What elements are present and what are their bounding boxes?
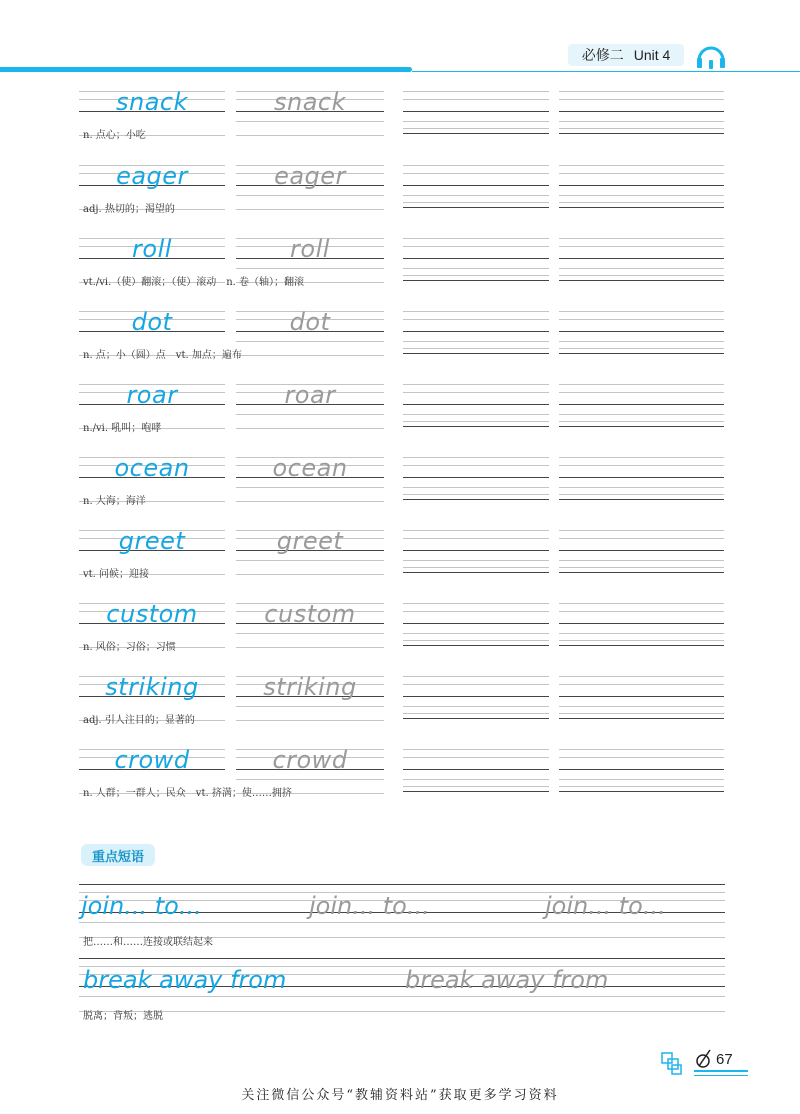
vocab-word: ocean <box>114 454 190 482</box>
vocab-word: crowd <box>114 746 190 774</box>
vocab-meaning: n./vi. 吼叫；咆哮 <box>83 423 162 434</box>
vocab-word-trace: dot <box>289 308 331 336</box>
vocab-word-trace: roar <box>284 381 336 409</box>
vocab-word: greet <box>118 527 186 555</box>
vocab-row <box>0 304 800 377</box>
footer-rule <box>694 1075 748 1076</box>
vocab-word: eager <box>116 162 188 190</box>
practice-lines <box>403 450 549 500</box>
vocab-meaning: adj. 引人注目的；显著的 <box>83 715 195 726</box>
vocab-meaning: n. 点；小（圆）点 vt. 加点；遍布 <box>83 350 242 361</box>
meaning-rule <box>236 647 384 648</box>
practice-lines <box>403 596 549 646</box>
practice-lines <box>403 231 549 281</box>
vocab-word-trace: ocean <box>272 454 348 482</box>
vocab-row <box>0 669 800 742</box>
practice-lines <box>403 377 549 427</box>
vocab-word-trace: roll <box>290 235 330 263</box>
footer-rule <box>694 1070 748 1072</box>
vocab-meaning: n. 人群；一群人；民众 vt. 挤满；使……拥挤 <box>83 788 292 799</box>
footer-note: 关注微信公众号“教辅资料站”获取更多学习资料 <box>241 1088 559 1103</box>
vocab-word-trace: snack <box>273 88 346 116</box>
meaning-rule <box>236 574 384 575</box>
vocab-row <box>0 158 800 231</box>
headphones-icon <box>694 40 728 70</box>
practice-lines <box>403 523 549 573</box>
practice-lines <box>559 450 724 500</box>
practice-lines <box>559 158 724 208</box>
vocab-word-trace: striking <box>263 673 357 701</box>
vocab-word: striking <box>105 673 199 701</box>
stacked-squares-icon <box>660 1050 684 1076</box>
vocab-word: snack <box>115 88 188 116</box>
vocab-meaning: vt. 问候；迎接 <box>83 569 150 580</box>
phrase-meaning: 把……和……连接或联结起来 <box>83 937 213 948</box>
meaning-rule <box>236 720 384 721</box>
vocab-word-trace: crowd <box>272 746 348 774</box>
vocab-meaning: n. 点心；小吃 <box>83 130 146 141</box>
practice-lines <box>559 377 724 427</box>
vocab-word: dot <box>131 308 173 336</box>
vocab-meaning: vt./vi.（使）翻滚；（使）滚动 n. 卷（轴）；翻滚 <box>83 277 305 288</box>
vocab-row <box>0 84 800 157</box>
practice-lines <box>559 231 724 281</box>
unit-label: Unit 4 <box>633 47 671 63</box>
practice-lines <box>403 84 549 134</box>
phrase-meaning: 脱离；背叛；逃脱 <box>83 1011 163 1022</box>
practice-lines <box>403 304 549 354</box>
phrase-trace: join... to... <box>545 892 666 920</box>
practice-lines <box>559 84 724 134</box>
practice-lines <box>559 669 724 719</box>
phrase-example: break away from <box>83 966 287 994</box>
vocab-row <box>0 596 800 669</box>
vocab-row <box>0 377 800 450</box>
vocab-meaning: n. 大海；海洋 <box>83 496 146 507</box>
vocab-meaning: adj. 热切的；渴望的 <box>83 204 175 215</box>
phrase-trace: join... to... <box>309 892 430 920</box>
meaning-rule <box>236 135 384 136</box>
header-rule <box>412 71 800 72</box>
header-accent-bar <box>0 67 412 72</box>
vocab-word: roar <box>126 381 178 409</box>
meaning-rule <box>236 355 384 356</box>
vocab-word: roll <box>132 235 172 263</box>
phrase-trace: break away from <box>405 966 609 994</box>
page-number: 67 <box>716 1051 733 1068</box>
practice-lines <box>559 523 724 573</box>
meaning-rule <box>236 209 384 210</box>
vocab-row <box>0 231 800 304</box>
pen-icon <box>694 1046 714 1072</box>
section-title-badge: 重点短语 <box>81 844 155 866</box>
practice-lines <box>403 158 549 208</box>
practice-lines <box>403 742 549 792</box>
vocab-word-trace: eager <box>274 162 346 190</box>
practice-lines <box>559 304 724 354</box>
vocab-word-trace: custom <box>264 600 356 628</box>
vocab-row <box>0 450 800 523</box>
vocab-word-trace: greet <box>276 527 344 555</box>
meaning-rule <box>236 428 384 429</box>
vocab-meaning: n. 风俗；习俗；习惯 <box>83 642 176 653</box>
phrase-example: join... to... <box>81 892 202 920</box>
book-label: 必修二 <box>581 47 624 63</box>
vocab-word: custom <box>106 600 198 628</box>
meaning-rule <box>236 501 384 502</box>
practice-lines <box>559 596 724 646</box>
practice-lines <box>403 669 549 719</box>
vocab-row <box>0 523 800 596</box>
phrase-row <box>79 958 725 1034</box>
phrase-row <box>79 884 725 960</box>
practice-lines <box>559 742 724 792</box>
unit-tag <box>568 44 684 66</box>
vocab-row <box>0 742 800 815</box>
